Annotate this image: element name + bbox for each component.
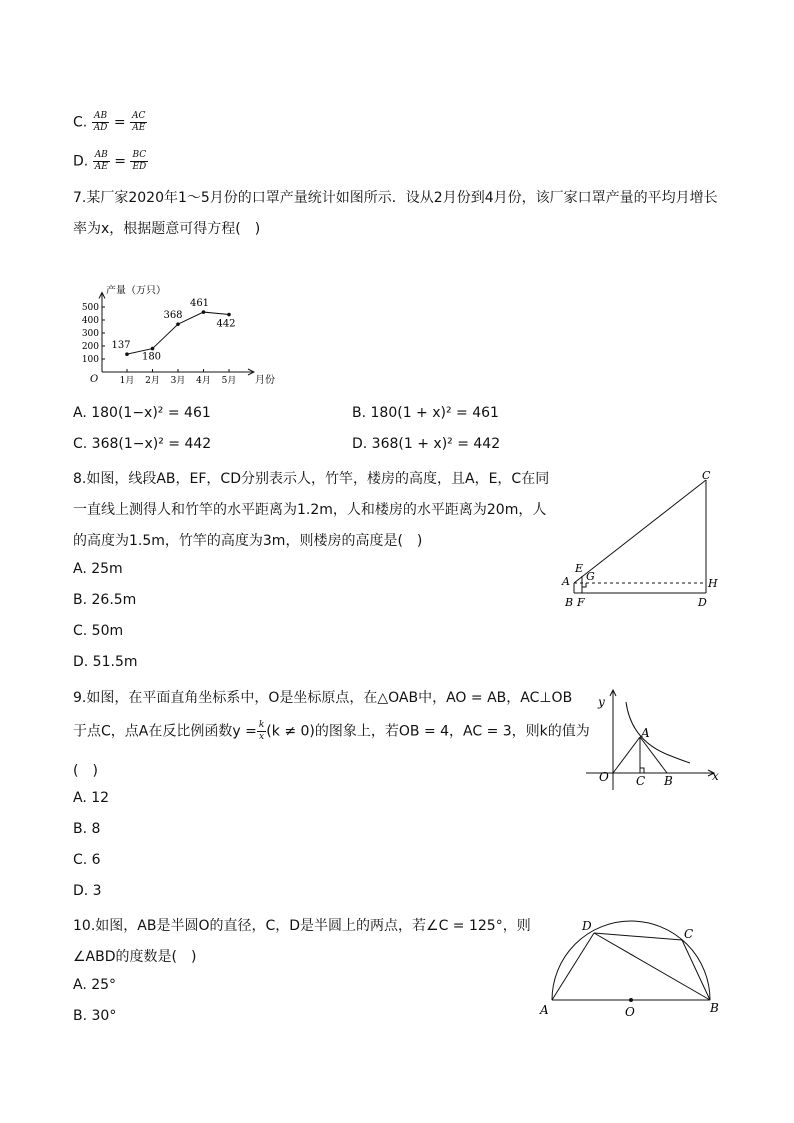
y-tick-label: 400 xyxy=(81,316,99,326)
right-angle-mark xyxy=(582,583,586,587)
q7-option-a[interactable]: A. 180(1−x)² = 461 xyxy=(73,405,211,421)
label-h: H xyxy=(708,577,718,590)
q7-option-c[interactable]: C. 368(1−x)² = 442 xyxy=(73,436,212,452)
label-c: C xyxy=(702,469,711,482)
q8-stem-line2: 一直线上测得人和竹竿的水平距离为1.2m，人和楼房的水平距离为20m，人 xyxy=(73,502,547,518)
label-c: C xyxy=(636,774,646,788)
q8-option-a[interactable]: A. 25m xyxy=(73,561,123,577)
q9-stem-line2 xyxy=(73,720,590,743)
q7-line-chart xyxy=(70,268,280,388)
q6-option-d xyxy=(73,150,148,173)
q7-option-b[interactable]: B. 180(1 + x)² = 461 xyxy=(352,405,499,421)
q9-option-b[interactable]: B. 8 xyxy=(73,821,101,837)
q9-option-a[interactable]: A. 12 xyxy=(73,790,110,806)
label-o: O xyxy=(625,1005,635,1019)
y-tick-label: 200 xyxy=(81,342,99,352)
equals-sign: = xyxy=(114,153,126,170)
x-tick-label: 3月 xyxy=(170,376,186,386)
q6-option-d-rhs xyxy=(130,150,148,173)
label-a: A xyxy=(562,575,570,588)
frac-num: AC xyxy=(132,111,146,121)
chord-db xyxy=(594,933,710,1000)
q7-option-d[interactable]: D. 368(1 + x)² = 442 xyxy=(352,436,501,452)
frac-den: x xyxy=(259,732,265,742)
equals-sign: = xyxy=(113,114,126,131)
label-f: F xyxy=(577,596,585,609)
y-axis-title: 产量（万只） xyxy=(106,285,166,297)
q10-option-a[interactable]: A. 25° xyxy=(73,977,117,993)
x-tick-label: 2月 xyxy=(145,376,160,386)
q8-stem-line3: 的高度为1.5m，竹竿的高度为3m，则楼房的高度是( ) xyxy=(73,533,423,549)
label-x: x xyxy=(712,769,719,783)
x-axis-title: 月份 xyxy=(255,375,275,386)
label-b: B xyxy=(710,1001,719,1015)
q6-option-d-lhs xyxy=(93,150,110,173)
label-y: y xyxy=(598,695,605,709)
y-tick-label: 100 xyxy=(81,355,99,365)
q10-option-b[interactable]: B. 30° xyxy=(73,1008,117,1024)
right-angle-mark xyxy=(640,768,644,773)
q8-option-c[interactable]: C. 50m xyxy=(73,623,124,639)
label-b: B xyxy=(565,596,574,609)
data-label: 368 xyxy=(163,310,183,322)
q6-option-c xyxy=(73,111,147,134)
y-tick-label: 500 xyxy=(81,303,99,313)
label-a: A xyxy=(641,726,650,740)
q9-figure xyxy=(586,684,726,790)
label-d: D xyxy=(698,596,707,609)
label-b: B xyxy=(664,774,673,788)
q10-figure xyxy=(538,910,724,1020)
q9-stem-line2-a: 于点C，点A在反比例函数y = xyxy=(73,723,257,740)
label-d: D xyxy=(582,919,592,933)
frac-den: ED xyxy=(132,162,147,172)
label-g: G xyxy=(586,570,595,583)
q9-k-over-x xyxy=(257,720,266,743)
q10-stem-line2: ∠ABD的度数是( ) xyxy=(73,949,197,965)
frac-den: AE xyxy=(132,123,146,133)
q8-option-d[interactable]: D. 51.5m xyxy=(73,654,138,670)
data-point xyxy=(202,310,206,314)
data-label: 180 xyxy=(141,351,162,363)
q8-stem-line1: 8.如图，线段AB，EF，CD分别表示人，竹竿，楼房的高度，且A，E，C在同 xyxy=(73,471,550,487)
hyperbola-curve xyxy=(626,702,690,763)
data-label: 137 xyxy=(111,340,131,352)
q10-stem-line1: 10.如图，AB是半圆O的直径，C，D是半圆上的两点，若∠C = 125°，则 xyxy=(73,918,531,934)
sight-line-ac xyxy=(574,480,706,583)
q9-option-c[interactable]: C. 6 xyxy=(73,852,101,868)
chord-cb xyxy=(682,940,710,1000)
x-tick-label: 4月 xyxy=(196,376,211,386)
data-label: 461 xyxy=(189,298,210,310)
data-point xyxy=(227,313,231,317)
x-tick-label: 1月 xyxy=(119,376,135,386)
frac-den: AD xyxy=(93,123,108,133)
frac-num: BC xyxy=(130,150,148,162)
frac-den: AE xyxy=(94,162,108,172)
origin-label: O xyxy=(90,374,99,385)
q8-option-b[interactable]: B. 26.5m xyxy=(73,592,137,608)
q9-stem-line1: 9.如图，在平面直角坐标系中，O是坐标原点，在△OAB中，AO = AB，AC⊥OB xyxy=(73,690,573,706)
label-c: C xyxy=(684,927,694,941)
data-point xyxy=(125,352,129,356)
q7-stem-line1: 7.某厂家2020年1～5月份的口罩产量统计如图所示．设从2月份到4月份，该厂家口罩产量的平均月增长 xyxy=(73,190,718,206)
chord-ad xyxy=(552,933,594,1000)
center-point-o xyxy=(629,998,633,1002)
label-e: E xyxy=(575,562,584,575)
label-a: A xyxy=(540,1003,549,1017)
q9-stem-line2-b: (k ≠ 0)的图象上，若OB = 4，AC = 3，则k的值为 xyxy=(266,723,590,740)
q8-figure xyxy=(556,466,726,612)
q9-stem-line3: ( ) xyxy=(73,763,98,779)
data-label: 442 xyxy=(216,318,236,330)
chord-dc xyxy=(594,933,682,940)
q9-option-d[interactable]: D. 3 xyxy=(73,883,102,899)
label-o: O xyxy=(599,770,609,784)
q7-stem-line2: 率为x，根据题意可得方程( ) xyxy=(73,221,261,237)
frac-num: k xyxy=(258,720,265,730)
x-tick-label: 5月 xyxy=(221,376,237,386)
data-point xyxy=(151,347,155,351)
data-point xyxy=(176,322,180,326)
q6-option-c-rhs xyxy=(130,111,147,134)
q6-option-c-lhs xyxy=(92,111,110,134)
frac-num: AB xyxy=(92,111,110,123)
q6-option-c-label: C. xyxy=(73,114,88,131)
segment-oa xyxy=(613,737,640,773)
y-tick-label: 300 xyxy=(81,329,99,339)
frac-num: AB xyxy=(94,150,108,160)
q6-option-d-label: D. xyxy=(73,153,89,170)
